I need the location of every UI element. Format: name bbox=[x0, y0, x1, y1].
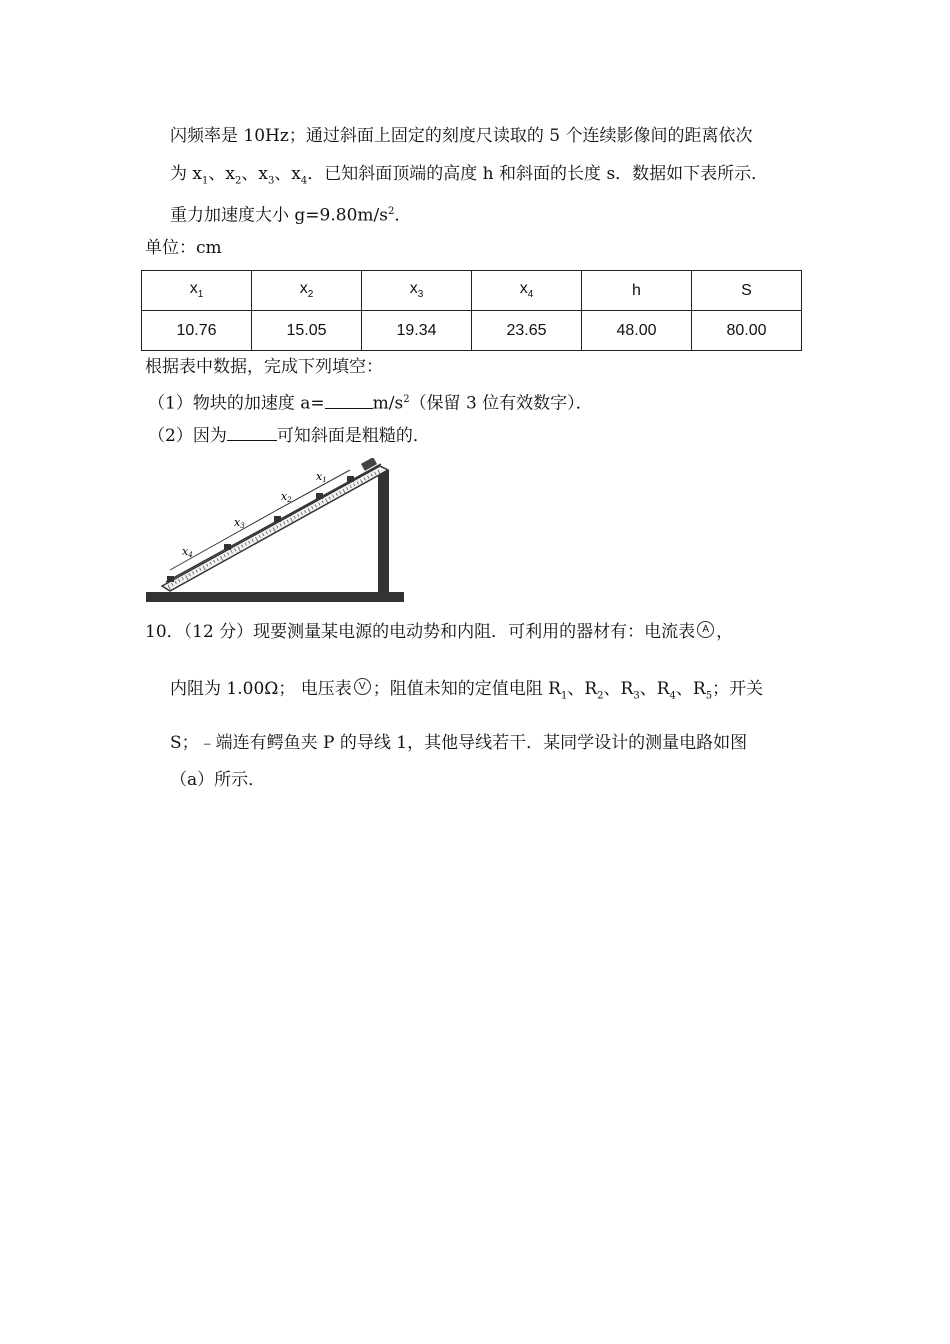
question-10-line-1: 10．（12 分）现要测量某电源的电动势和内阻．可利用的器材有：电流表 A ， bbox=[145, 622, 734, 642]
intro-line-1: 闪频率是 10Hz；通过斜面上固定的刻度尺读取的 5 个连续影像间的距离依次 bbox=[170, 126, 753, 146]
question-10-line-4: （a）所示． bbox=[170, 770, 266, 790]
table-cell: 19.34 bbox=[362, 311, 472, 351]
marker-2 bbox=[224, 544, 231, 550]
question-10-line-2: 内阻为 1.00Ω； 电压表 V ；阻值未知的定值电阻 $R_1$、$R_2$、$R_3$、$R_4$、$R_5$；开关 bbox=[170, 679, 764, 702]
voltmeter-icon: V bbox=[354, 678, 371, 695]
label-x2: x2 bbox=[281, 490, 292, 504]
question-10-line-3: S；﹣端连有鳄鱼夹 P 的导线 1，其他导线若干．某同学设计的测量电路如图 bbox=[170, 733, 748, 753]
table-header-cell: $x_1$ bbox=[142, 271, 252, 311]
table-header-row bbox=[142, 271, 802, 311]
table-header-cell: $x_3$ bbox=[362, 271, 472, 311]
intro-line-2: 为 $x_1$、$x_2$、$x_3$、$x_4$．已知斜面顶端的高度 h 和斜面的长度 s．数据如下表所示． bbox=[170, 164, 769, 187]
floor-base bbox=[146, 592, 404, 602]
marker-3 bbox=[274, 516, 281, 522]
question-2: （2）因为 可知斜面是粗糙的． bbox=[148, 426, 430, 446]
support-post bbox=[378, 470, 389, 592]
label-x4: x4 bbox=[182, 545, 193, 559]
instructions: 根据表中数据，完成下列填空： bbox=[145, 357, 383, 377]
table-header-cell: $x_4$ bbox=[472, 271, 582, 311]
table-cell: 80.00 bbox=[692, 311, 802, 351]
question-1: （1）物块的加速度 $a= m/s^2$（保留 3 位有效数字）． bbox=[148, 393, 593, 414]
table-header-cell: S bbox=[692, 271, 802, 311]
table-cell: 15.05 bbox=[252, 311, 362, 351]
data-table bbox=[141, 270, 802, 351]
table-row bbox=[142, 311, 802, 351]
table-header-cell: $x_2$ bbox=[252, 271, 362, 311]
ammeter-icon: A bbox=[697, 621, 714, 638]
label-x1: x1 bbox=[316, 470, 327, 484]
table-cell: 23.65 bbox=[472, 311, 582, 351]
intro-line-3: 重力加速度大小 $g=9.80m/s^2$． bbox=[170, 205, 412, 226]
table-cell: 48.00 bbox=[582, 311, 692, 351]
answer-blank-1 bbox=[325, 392, 373, 409]
label-x3: x3 bbox=[234, 516, 245, 530]
marker-1 bbox=[167, 576, 174, 582]
unit-label: 单位：cm bbox=[145, 238, 222, 258]
marker-5 bbox=[347, 476, 354, 482]
answer-blank-2 bbox=[227, 424, 277, 441]
marker-4 bbox=[316, 493, 323, 499]
incline-figure bbox=[144, 458, 406, 604]
table-cell: 10.76 bbox=[142, 311, 252, 351]
table-header-cell: h bbox=[582, 271, 692, 311]
